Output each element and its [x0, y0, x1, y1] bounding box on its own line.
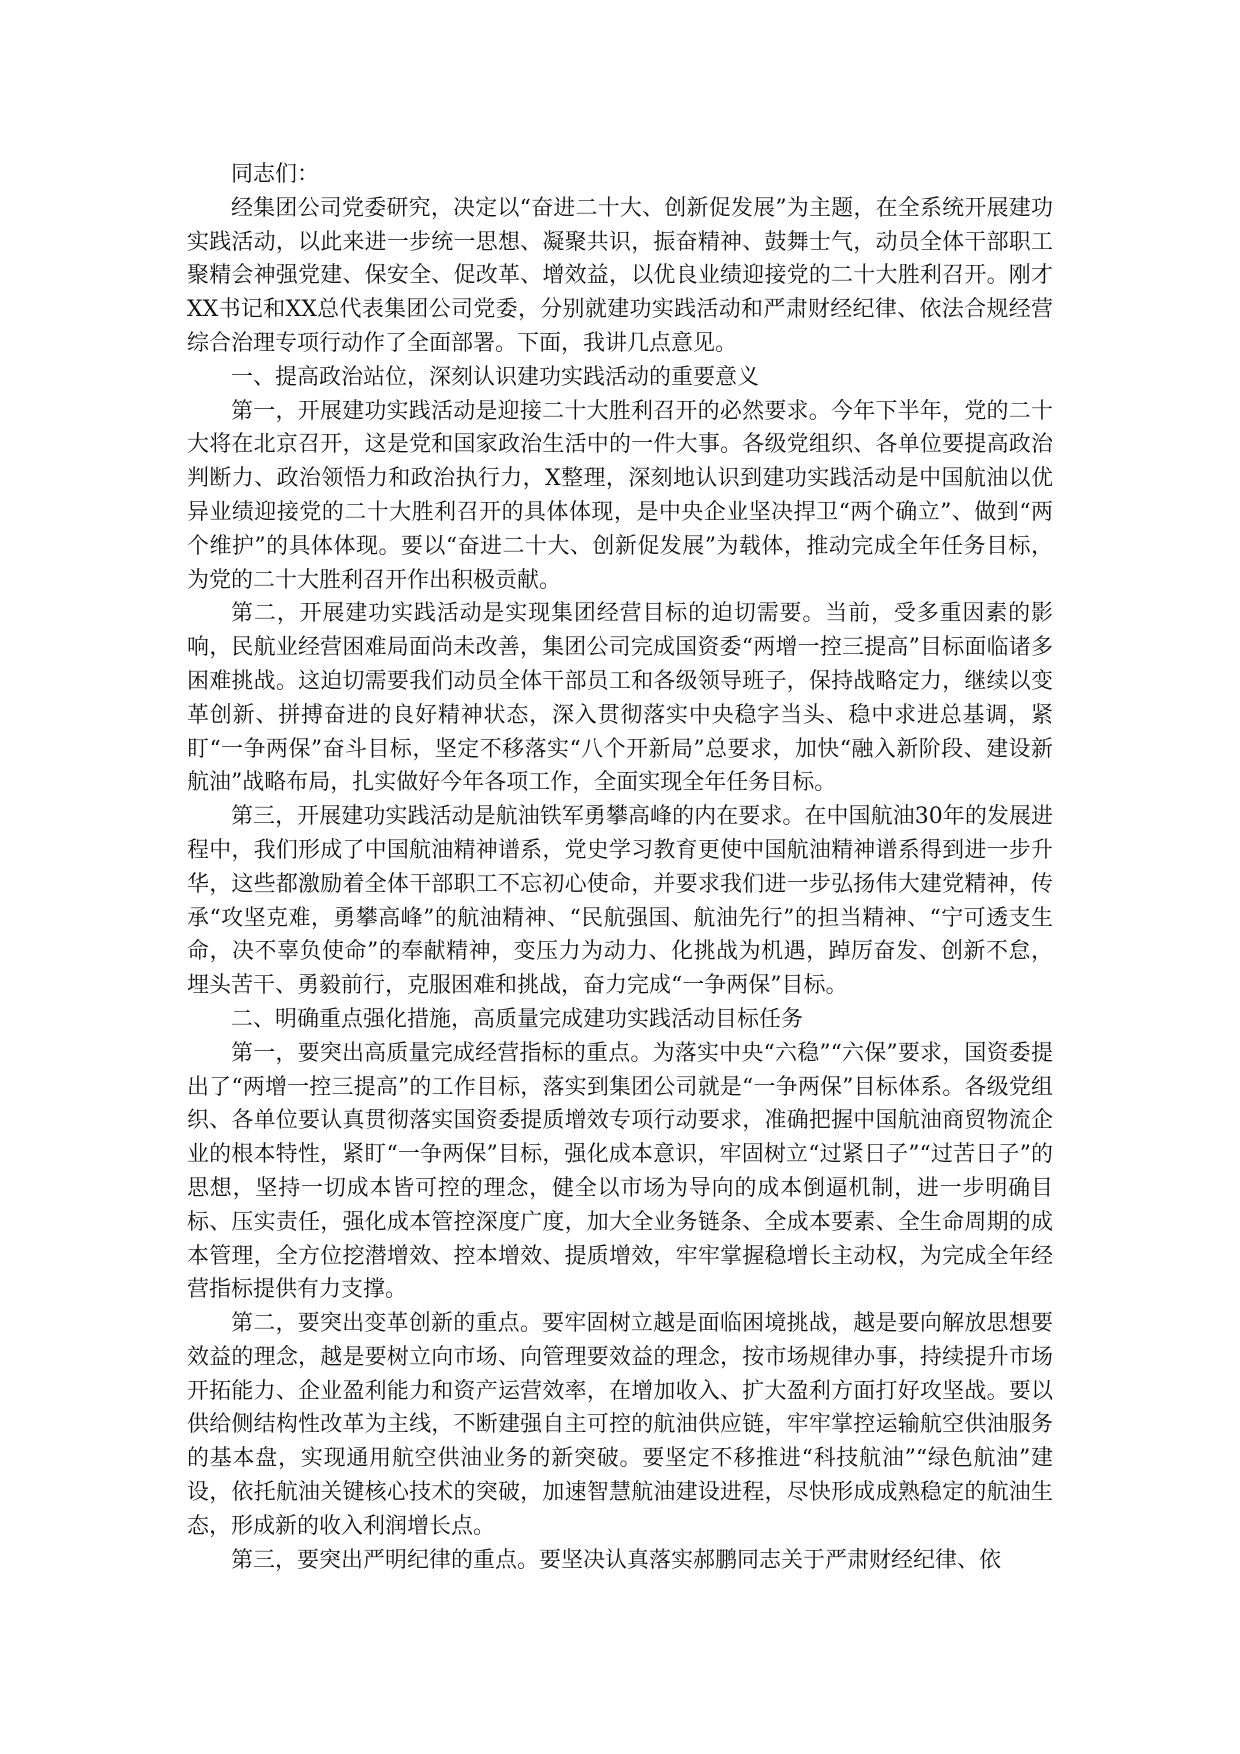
section-heading-2: 二、明确重点强化措施，高质量完成建功实践活动目标任务 — [231, 1006, 804, 1032]
body-paragraph: 第三，开展建功实践活动是航油铁军勇攀高峰的内在要求。在中国航油30年的发展进程中，我们形成了中国航油精神谱系，党史学习教育更使中国航油精神谱系得到进一步升华，这些都激励着全体干部职工不忘初心使命，并要求我们进一步弘扬伟大建党精神，传承“攻坚克难，勇攀高峰”的航油精神、“民航强国、航油先行”的担当精神、“宁可透支生命，决不辜负使命”的奉献精神，变压力为动力、化挑战为机遇，踔厉奋发、创新不怠，埋头苦干、勇毅前行，克服困难和挑战，奋力完成“一争两保”目标。 — [187, 804, 1053, 999]
intro-paragraph: 经集团公司党委研究，决定以“奋进二十大、创新促发展”为主题，在全系统开展建功实践活动，以此来进一步统一思想、凝聚共识，振奋精神、鼓舞士气，动员全体干部职工聚精会神强党建、保安全、促改革、增效益，以优良业绩迎接党的二十大胜利召开。刚才XX书记和XX总代表集团公司党委，分别就建功实践活动和严肃财经纪律、依法合规经营综合治理专项行动作了全面部署。下面，我讲几点意见。 — [187, 195, 1053, 356]
body-paragraph: 第二，开展建功实践活动是实现集团经营目标的迫切需要。当前，受多重因素的影响，民航业经营困难局面尚未改善，集团公司完成国资委“两增一控三提高”目标面临诸多困难挑战。这迫切需要我们动员全体干部员工和各级领导班子，保持战略定力，继续以变革创新、拼搏奋进的良好精神状态，深入贯彻落实中央稳字当头、稳中求进总基调，紧盯“一争两保”奋斗目标，坚定不移落实“八个开新局”总要求，加快“融入新阶段、建设新航油”战略布局，扎实做好今年各项工作，全面实现全年任务目标。 — [187, 601, 1053, 796]
body-paragraph: 第一，开展建功实践活动是迎接二十大胜利召开的必然要求。今年下半年，党的二十大将在北京召开，这是党和国家政治生活中的一件大事。各级党组织、各单位要提高政治判断力、政治领悟力和政治执行力，X整理，深刻地认识到建功实践活动是中国航油以优异业绩迎接党的二十大胜利召开的具体体现，是中央企业坚决捍卫“两个确立”、做到“两个维护”的具体体现。要以“奋进二十大、创新促发展”为载体，推动完成全年任务目标，为党的二十大胜利召开作出积极贡献。 — [187, 398, 1053, 593]
salutation: 同志们： — [231, 162, 320, 187]
document-body — [187, 158, 1053, 1577]
section-heading-1: 一、提高政治站位，深刻认识建功实践活动的重要意义 — [231, 364, 760, 390]
body-paragraph: 第二，要突出变革创新的重点。要牢固树立越是面临困境挑战，越是要向解放思想要效益的理念，越是要树立向市场、向管理要效益的理念，按市场规律办事，持续提升市场开拓能力、企业盈利能力和资产运营效率，在增加收入、扩大盈利方面打好攻坚战。要以供给侧结构性改革为主线，不断建强自主可控的航油供应链，牢牢掌控运输航空供油服务的基本盘，实现通用航空供油业务的新突破。要坚定不移推进“科技航油”“绿色航油”建设，依托航油关键核心技术的突破，加速智慧航油建设进程，尽快形成成熟稳定的航油生态，形成新的收入利润增长点。 — [187, 1311, 1053, 1539]
body-paragraph: 第三，要突出严明纪律的重点。要坚决认真落实郝鹏同志关于严肃财经纪律、依 — [231, 1547, 1002, 1573]
body-paragraph: 第一，要突出高质量完成经营指标的重点。为落实中央“六稳”“六保”要求，国资委提出了“两增一控三提高”的工作目标，落实到集团公司就是“一争两保”目标体系。各级党组织、各单位要认真贯彻落实国资委提质增效专项行动要求，准确把握中国航油商贸物流企业的根本特性，紧盯“一争两保”目标，强化成本意识，牢固树立“过紧日子”“过苦日子”的思想，坚持一切成本皆可控的理念，健全以市场为导向的成本倒逼机制，进一步明确目标、压实责任，强化成本管控深度广度，加大全业务链条、全成本要素、全生命周期的成本管理，全方位挖潜增效、控本增效、提质增效，牢牢掌握稳增长主动权，为完成全年经营指标提供有力支撑。 — [187, 1040, 1053, 1303]
